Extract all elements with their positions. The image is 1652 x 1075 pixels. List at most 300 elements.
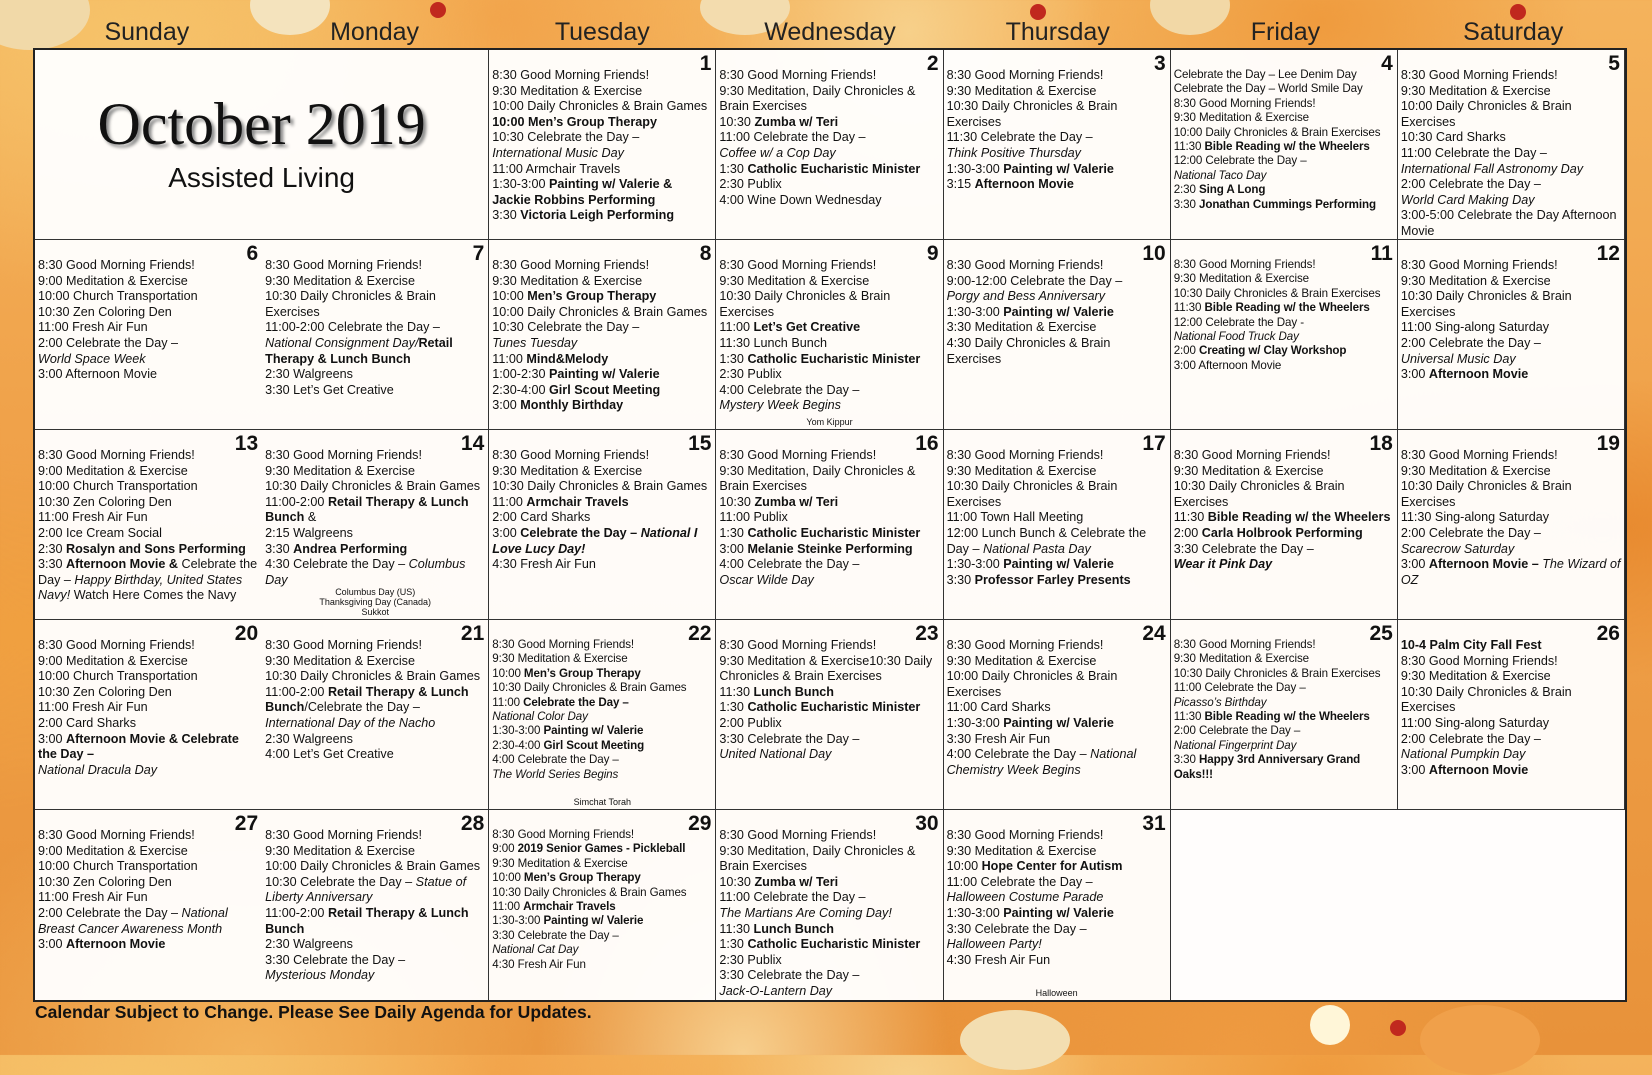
event-text: 11:00 Celebrate the Day – [719,130,866,145]
event-text: 11:30 [1173,710,1205,724]
event-text: 1:30 [719,700,748,715]
event-line [719,542,940,558]
event-line [492,739,713,753]
day-cell-15 [489,430,716,620]
event-text: 3:30 Fresh Air Fun [946,731,1051,746]
event-text: 11:00 Fresh Air Fun [38,700,148,715]
event-text: 10:00 Daily Chronicles & Brain Exercises [1400,99,1572,129]
event-text: 3:00 Afternoon Movie [1173,358,1282,372]
day-cell-11 [1171,240,1398,430]
event-text: Hope Center for Autism [981,859,1123,874]
event-text: 3:00 [38,731,67,746]
event-line [1401,258,1622,274]
day-number: 17 [1142,432,1166,455]
event-text: 9:30 Meditation & Exercise [1173,463,1324,478]
event-text: 2:00 Publix [719,715,782,730]
event-text: 3:30 Celebrate the Day – [719,731,860,746]
event-text: 2:30 Publix [719,952,782,967]
event-line [492,464,713,480]
event-line [1174,154,1395,168]
event-text: Lunch Bunch [753,684,834,699]
event-line [719,922,940,938]
event-text: 3:30 Meditation & Exercise [946,320,1097,335]
event-line [719,638,940,654]
event-line [719,700,940,716]
event-text: 9:30 Meditation & Exercise [946,653,1097,668]
event-line [492,274,713,290]
weekday-thursday: Thursday [1005,18,1110,46]
event-line [492,557,713,573]
event-text: 11:00 Celebrate the Day – [1400,145,1547,160]
event-line [492,177,713,208]
event-line [1401,638,1622,654]
event-line [1174,82,1395,96]
event-line [947,828,1168,844]
day-cell-22 [489,620,716,810]
event-text: Afternoon Movie [1428,367,1529,382]
event-text: Happy 3rd Anniversary Grand Oaks!!! [1173,753,1361,781]
day-number: 16 [915,432,939,455]
event-line [1174,97,1395,111]
event-text: 10:30 [719,114,755,129]
event-line [492,724,713,738]
holiday-note: Halloween [1035,988,1078,998]
berry-decoration [1390,1020,1406,1036]
event-text: Girl Scout Meeting [549,382,661,397]
event-line [947,177,1168,193]
event-line [1174,169,1395,183]
event-text: 10:30 Daily Chronicles & Brain Exercises [946,99,1118,129]
day-number: 7 [472,242,485,265]
event-line [492,914,713,928]
event-text: 4:00 Celebrate the Day – [719,382,860,397]
event-text: 1:00-2:30 [492,367,549,382]
day-cell-12 [1398,240,1625,430]
event-line [38,700,260,716]
event-line [492,130,713,146]
event-text: 8:30 Good Morning Friends! [492,638,635,651]
event-text: 1:30-3:00 [946,304,1004,319]
event-text: 11:00 [719,320,754,335]
day-cell-30 [716,810,943,1000]
event-line [719,557,940,573]
event-text: 9:00 Meditation & Exercise [38,653,188,668]
day-cell-19 [1398,430,1625,620]
event-text: Monthly Birthday [520,398,624,413]
event-line [265,274,486,290]
event-line [1174,724,1395,738]
event-text: 9:00 [492,842,518,856]
event-text: 2:00 Celebrate the Day – [38,335,179,350]
event-line [492,289,713,305]
event-line [265,320,486,336]
event-text: 1:30 [719,525,748,540]
event-text: 8:30 Good Morning Friends! [492,258,650,272]
event-text: 11:00 Sing-along Saturday [1400,715,1550,730]
event-line [38,274,260,290]
event-line [265,557,486,588]
day-number: 15 [688,432,712,455]
event-line [492,696,713,710]
event-text: 2:00 Celebrate the Day – [1173,724,1301,738]
day-cell-17 [944,430,1171,620]
event-line [719,654,940,685]
day-cell-27 [35,810,262,1000]
event-text: 8:30 Good Morning Friends! [38,258,195,272]
event-text: 2:30 Publix [719,367,782,382]
event-line [265,906,486,937]
event-text: 8:30 Good Morning Friends! [946,638,1104,652]
event-text: 9:30 Meditation & Exercise [1173,111,1310,125]
event-text: Watch Here Comes the Navy [70,588,237,603]
event-text: Rosalyn and Sons Performing [66,541,246,556]
weekday-header-row [33,16,1627,48]
event-text: Painting w/ Valerie [1003,161,1114,176]
event-text: World Card Making Day [1400,192,1535,207]
event-text: Celebrate the Day – Lee Denim Day [1173,68,1357,81]
event-text: 3:30 Let’s Get Creative [265,382,394,397]
event-line [947,305,1168,321]
day-number: 26 [1596,622,1620,645]
event-text: 9:30 Meditation & Exercise [492,273,643,288]
event-text: 10:00 Daily Chronicles & Brain Exercises [1173,125,1381,139]
event-text: 10:30 Daily Chronicles & Brain Exercises [1173,666,1381,680]
event-text: 10:00 Church Transportation [38,289,198,304]
event-text: 3:00 Afternoon Movie [38,367,158,382]
event-line [947,638,1168,654]
day-number: 13 [234,432,259,455]
event-text: 10-4 Palm City Fall Fest [1400,638,1542,652]
event-line [947,573,1168,589]
event-text: Picasso’s Birthday [1173,695,1267,709]
event-line [1401,747,1622,763]
event-text: 2:30 Walgreens [265,731,353,746]
event-line [947,875,1168,891]
event-text: 8:30 Good Morning Friends! [1400,653,1558,668]
event-line [1174,272,1395,286]
event-line [719,747,940,763]
event-text: 11:00 [492,351,527,366]
event-text: Professor Farley Presents [974,572,1131,587]
event-line [492,115,713,131]
event-line [1174,526,1395,542]
event-line [492,208,713,224]
event-line [1174,258,1395,272]
day-cell-29 [489,810,716,1000]
event-line [492,681,713,695]
event-line [265,859,486,875]
event-line [1174,510,1395,526]
event-text: 9:30 Meditation & Exercise [265,273,415,288]
event-text: 11:00 [492,695,524,709]
event-line [38,937,260,953]
event-line [492,320,713,336]
event-line [719,906,940,922]
event-text: 9:30 Meditation & Exercise10:30 Daily Chronicles & Brain Exercises [719,653,933,684]
event-line [1401,367,1622,383]
event-line [1174,542,1395,558]
event-line [1174,68,1395,82]
day-cell-24 [944,620,1171,810]
event-text: United National Day [719,747,832,762]
event-text: 10:00 Men’s Group Therapy [492,114,657,129]
event-text: 9:30 Meditation & Exercise [265,843,415,858]
event-text: Lunch Bunch [753,921,834,936]
event-line [492,367,713,383]
event-line [38,654,260,670]
day-number: 21 [460,622,485,645]
event-text: Tunes Tuesday [492,335,578,350]
day-number: 14 [460,432,485,455]
event-text: International Day of the Nacho [265,715,436,730]
event-text: Columbus Day [265,557,466,587]
event-line [719,383,940,399]
day-number: 4 [1381,52,1393,75]
event-line [492,828,713,842]
event-line [719,953,940,969]
event-line [1174,301,1395,315]
event-text: 3:30 Celebrate the Day – [946,921,1087,936]
event-line [1401,479,1622,510]
event-text: Painting w/ Valerie [543,724,644,738]
event-text: 8:30 Good Morning Friends! [719,68,877,82]
event-line [719,352,940,368]
event-text: Creating w/ Clay Workshop [1199,344,1347,358]
event-line [719,68,940,84]
event-text: 11:30 [719,921,754,936]
event-line [265,336,486,367]
event-line [1174,557,1395,573]
event-line [1174,359,1395,373]
event-text: The Martians Are Coming Day! [719,905,892,920]
day-cell-2 [716,50,943,240]
event-text: 1:30 [719,937,748,952]
event-text: 8:30 Good Morning Friends! [1173,448,1331,462]
day-number: 11 [1370,242,1393,265]
event-line [38,669,260,685]
event-text: 11:00 Sing-along Saturday [1400,320,1550,335]
event-text: 1:30-3:00 [492,177,549,192]
event-line [492,162,713,178]
event-text: 9:30 Meditation & Exercise [492,83,643,98]
event-line [1401,716,1622,732]
event-line [947,130,1168,146]
event-line [947,258,1168,274]
event-text: Afternoon Movie [974,177,1074,192]
event-line [492,943,713,957]
event-line [492,710,713,724]
event-text: The World Series Begins [492,767,619,781]
event-text: 3:30 [1173,197,1199,211]
event-text: National Taco Day [1173,168,1267,182]
event-text: 1:30-3:00 [492,914,544,928]
event-text: 2:00 Card Sharks [492,510,591,525]
calendar-title: October 2019 [97,91,426,157]
event-text: 3:30 [265,541,294,556]
event-line [492,958,713,972]
event-text: 10:30 Celebrate the Day – [492,130,640,145]
event-text: 9:00 Meditation & Exercise [38,843,188,858]
event-line [947,700,1168,716]
event-line [947,844,1168,860]
event-line [1401,732,1622,748]
event-text: 8:30 Good Morning Friends! [719,638,877,652]
weekday-saturday: Saturday [1463,18,1564,46]
event-text: 11:30 Celebrate the Day – [946,130,1093,145]
event-text: 8:30 Good Morning Friends! [1173,638,1316,651]
event-line [1401,526,1622,542]
event-line [719,968,940,984]
day-number: 5 [1608,52,1620,75]
day-cell-4 [1171,50,1398,240]
event-text: 12:00 Celebrate the Day – [1173,154,1307,168]
event-text: 10:00 [492,666,524,680]
event-text: 9:30 Meditation & Exercise [946,843,1097,858]
event-text: Catholic Eucharistic Minister [747,700,921,715]
event-text: Andrea Performing [293,541,408,556]
day-number: 24 [1142,622,1166,645]
event-text: 2:30-4:00 [492,382,549,397]
event-text: 9:30 Meditation & Exercise [719,273,870,288]
event-text: 2:30-4:00 [492,738,544,752]
event-line [1401,68,1622,84]
event-line [1174,330,1395,344]
event-text: Scarecrow Saturday [1400,541,1515,556]
event-text: 10:30 Celebrate the Day – [265,874,416,889]
event-text: Let’s Get Creative [753,320,861,335]
event-line [38,906,260,937]
event-text: National Pumpkin Day [1400,747,1526,762]
event-text: 10:30 Daily Chronicles & Brain Games [492,885,687,899]
event-text: 8:30 Good Morning Friends! [38,828,195,842]
day-number: 2 [926,52,939,75]
day-number: 28 [460,812,485,835]
event-line [38,859,260,875]
event-line [265,464,486,480]
event-line [1401,336,1622,352]
event-text: 4:30 Celebrate the Day – [265,557,409,572]
event-line [265,383,486,399]
event-line [265,669,486,685]
event-text: 3:30 Celebrate the Day – [265,952,406,967]
event-text: 10:30 Daily Chronicles & Brain Exercises [1400,684,1572,715]
event-text: 4:30 Fresh Air Fun [492,557,596,572]
event-line [265,844,486,860]
event-text: National Consignment Day/ [265,335,419,350]
event-text: 4:30 Daily Chronicles & Brain Exercises [946,335,1111,366]
event-line [947,448,1168,464]
event-line [947,937,1168,953]
event-line [947,510,1168,526]
event-text: 8:30 Good Morning Friends! [719,828,877,842]
event-text: Men’s Group Therapy [523,666,641,680]
event-line [1401,274,1622,290]
event-line [265,542,486,558]
event-text: Zumba w/ Teri [754,494,839,509]
event-text: 4:00 Let’s Get Creative [265,747,394,762]
event-line [492,398,713,414]
event-line [38,716,260,732]
event-line [1174,111,1395,125]
event-line [719,875,940,891]
event-text: Coffee w/ a Cop Day [719,145,836,160]
event-text: Afternoon Movie – [1428,557,1543,572]
event-text: Afternoon Movie & [66,557,182,572]
day-cell-3 [944,50,1171,240]
event-text: Bible Reading w/ the Wheelers [1204,301,1370,315]
event-text: Painting w/ Valerie [543,914,644,928]
event-text: 4:30 Fresh Air Fun [492,957,586,971]
event-text: 8:30 Good Morning Friends! [1173,258,1316,271]
event-line [719,984,940,1000]
event-line [1401,542,1622,558]
event-line [947,289,1168,305]
event-line [1174,681,1395,695]
pumpkin-decoration [960,1010,1070,1070]
event-line [265,289,486,320]
calendar-grid [33,48,1627,1002]
event-text: National Cat Day [492,943,579,957]
event-text: Celebrate the Day – [523,695,629,709]
event-text: Victoria Leigh Performing [520,208,675,223]
event-line [38,479,260,495]
event-text: 8:30 Good Morning Friends! [946,258,1104,272]
event-line [265,968,486,984]
day-cell-26 [1398,620,1625,810]
event-line [1174,479,1395,510]
event-text: 2:00 Celebrate the Day – [1400,731,1541,746]
event-text: 11:00 Town Hall Meeting [946,510,1084,525]
event-text: 11:00-2:00 [265,494,328,509]
event-line [719,115,940,131]
event-text: Armchair Travels [526,494,629,509]
event-text: & [304,510,317,525]
event-line [947,274,1168,290]
event-text: 10:00 Church Transportation [38,669,198,684]
event-line [719,289,940,320]
event-line [719,162,940,178]
event-text: Girl Scout Meeting [543,738,645,752]
event-text: 9:30 Meditation & Exercise [1173,652,1310,666]
event-text: 11:30 Sing-along Saturday [1400,510,1550,525]
event-text: 3:30 Celebrate the Day – [492,928,619,942]
event-line [265,732,486,748]
event-line [719,685,940,701]
event-text: 8:30 Good Morning Friends! [265,828,422,842]
event-text: Painting w/ Valerie [1003,557,1114,572]
event-line [38,763,260,779]
event-line [719,716,940,732]
event-line [38,638,260,654]
event-line [947,890,1168,906]
event-text: Painting w/ Valerie [549,367,660,382]
event-line [1174,344,1395,358]
event-line [38,828,260,844]
event-line [1401,320,1622,336]
event-line [492,68,713,84]
day-cell-10 [944,240,1171,430]
empty-day-cell [1171,810,1398,1000]
event-line [38,320,260,336]
event-text: 2:00 Celebrate the Day – [1400,525,1541,540]
event-text: 11:00 Fresh Air Fun [38,320,148,335]
day-number: 29 [688,812,712,835]
event-line [719,526,940,542]
event-line [1401,557,1622,588]
event-line [719,84,940,115]
event-text: 9:30 Meditation & Exercise [946,83,1097,98]
event-line [1401,464,1622,480]
